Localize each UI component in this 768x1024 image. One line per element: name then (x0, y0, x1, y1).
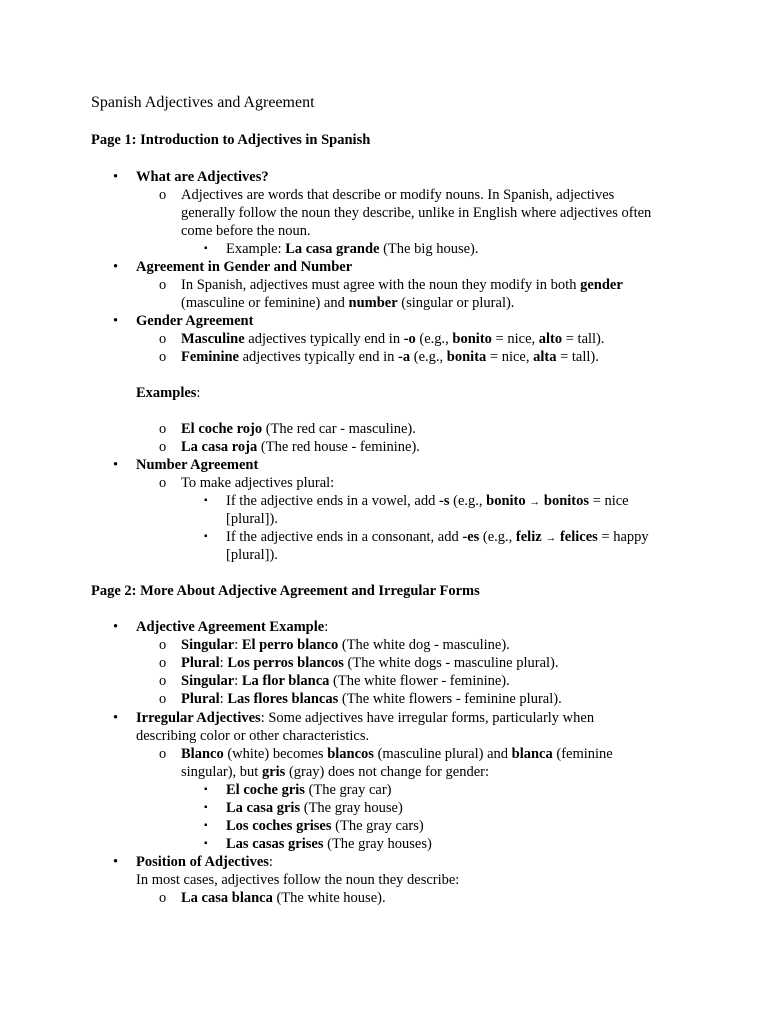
gris-example: Las casas grises (The gray houses) (226, 836, 432, 852)
bullet: • (113, 619, 119, 635)
gris-example: La casa gris (The gray house) (226, 800, 403, 816)
bullet: o (159, 421, 167, 437)
agreement-example-item: Singular: La flor blanca (The white flower - feminine). (181, 673, 510, 689)
plural-rule-cont: [plural]). (226, 547, 278, 563)
bullet: ▪ (204, 531, 208, 542)
bullet: o (159, 277, 167, 293)
irregular-desc: singular), but gris (gray) does not change for gender: (181, 764, 490, 780)
irregular-intro: Irregular Adjectives: Some adjectives have irregular forms, particularly when (136, 710, 595, 726)
plural-rule-cont: [plural]). (226, 511, 278, 527)
what-desc-line: generally follow the noun they describe, unlike in English where adjectives often (181, 205, 652, 221)
agreement-line: (masculine or feminine) and number (singular or plural). (181, 295, 515, 311)
bullet: ▪ (204, 784, 208, 795)
bullet: • (113, 710, 119, 726)
number-label: Number Agreement (136, 457, 259, 473)
plural-rule: If the adjective ends in a consonant, add -es (e.g., feliz → felices = happy (226, 529, 649, 545)
page1-heading: Page 1: Introduction to Adjectives in Spanish (91, 132, 371, 148)
agreement-label: Agreement in Gender and Number (136, 259, 353, 275)
agreement-example-label: Adjective Agreement Example: (136, 619, 329, 635)
bullet: o (159, 331, 167, 347)
bullet: • (113, 259, 119, 275)
bullet: ▪ (204, 820, 208, 831)
agreement-example-item: Singular: El perro blanco (The white dog - masculine). (181, 637, 510, 653)
bullet: ▪ (204, 802, 208, 813)
gender-example: La casa roja (The red house - feminine). (181, 439, 420, 455)
bullet: o (159, 637, 167, 653)
agreement-line: In Spanish, adjectives must agree with the noun they modify in both gender (181, 277, 623, 293)
bullet: • (113, 313, 119, 329)
bullet: o (159, 349, 167, 365)
position-label: Position of Adjectives: (136, 854, 273, 870)
agreement-example-item: Plural: Las flores blancas (The white flowers - feminine plural). (181, 691, 562, 707)
bullet: o (159, 746, 167, 762)
bullet: o (159, 691, 167, 707)
examples-label: Examples: (136, 385, 201, 401)
plural-rule: If the adjective ends in a vowel, add -s (e.g., bonito → bonitos = nice (226, 493, 629, 509)
bullet: ▪ (204, 838, 208, 849)
bullet: o (159, 475, 167, 491)
masculine-rule: Masculine adjectives typically end in -o (e.g., bonito = nice, alto = tall). (181, 331, 605, 347)
what-desc-line: Adjectives are words that describe or modify nouns. In Spanish, adjectives (181, 187, 615, 203)
bullet: o (159, 655, 167, 671)
position-example: La casa blanca (The white house). (181, 890, 386, 906)
bullet: o (159, 187, 167, 203)
gris-example: El coche gris (The gray car) (226, 782, 392, 798)
irregular-desc: Blanco (white) becomes blancos (masculine plural) and blanca (feminine (181, 746, 613, 762)
bullet: • (113, 169, 119, 185)
bullet: • (113, 854, 119, 870)
irregular-intro-cont: describing color or other characteristics. (136, 728, 370, 744)
what-label: What are Adjectives? (136, 169, 269, 185)
gris-example: Los coches grises (The gray cars) (226, 818, 424, 834)
feminine-rule: Feminine adjectives typically end in -a (e.g., bonita = nice, alta = tall). (181, 349, 599, 365)
gender-example: El coche rojo (The red car - masculine). (181, 421, 416, 437)
bullet: o (159, 673, 167, 689)
bullet: ▪ (204, 243, 208, 254)
document-title: Spanish Adjectives and Agreement (91, 94, 315, 111)
bullet: o (159, 890, 167, 906)
what-example: Example: La casa grande (The big house). (226, 241, 479, 257)
what-desc-line: come before the noun. (181, 223, 311, 239)
page2-heading: Page 2: More About Adjective Agreement and Irregular Forms (91, 583, 480, 599)
bullet: ▪ (204, 495, 208, 506)
bullet: • (113, 457, 119, 473)
bullet: o (159, 439, 167, 455)
agreement-example-item: Plural: Los perros blancos (The white dogs - masculine plural). (181, 655, 559, 671)
position-desc: In most cases, adjectives follow the noun they describe: (136, 872, 460, 888)
gender-label: Gender Agreement (136, 313, 254, 329)
number-intro: To make adjectives plural: (181, 475, 335, 491)
